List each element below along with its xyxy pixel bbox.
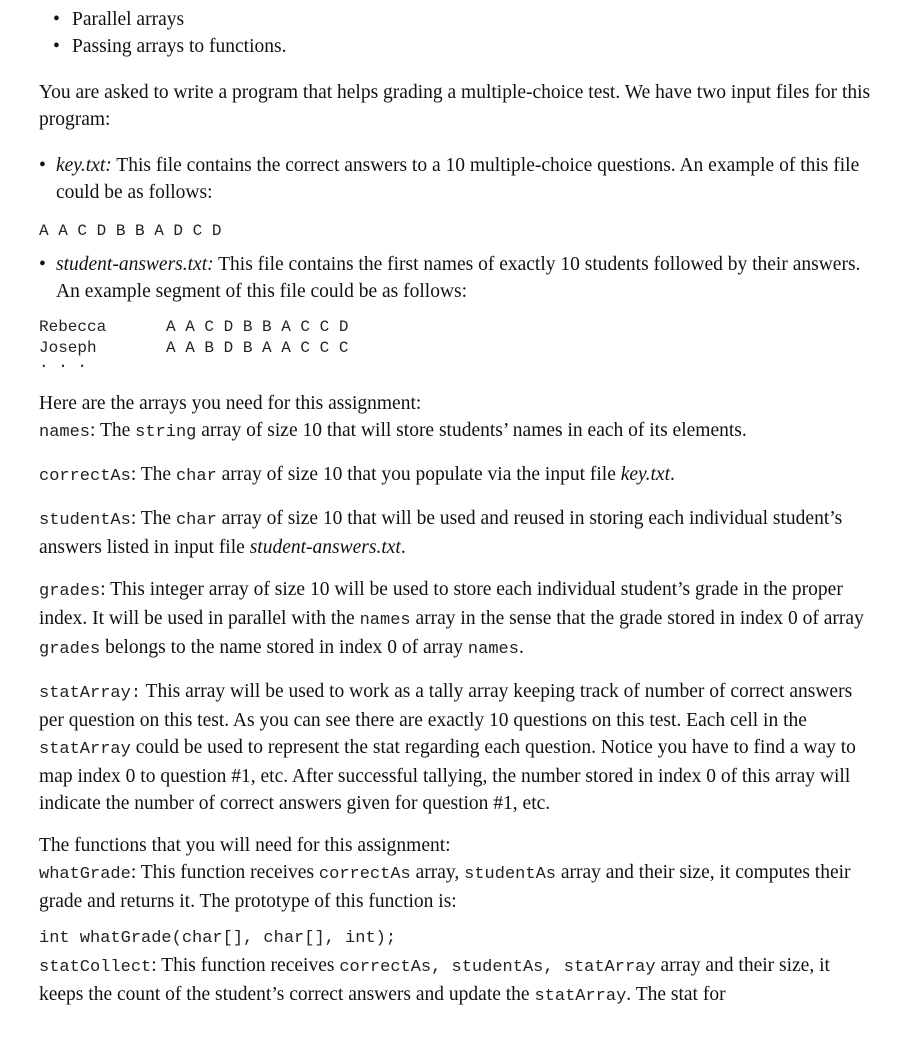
bullet-icon: •	[39, 155, 46, 176]
whatGrade-description: whatGrade: This function receives correctAs array, studentAs array and their size, it computes their grade and returns it. The prototype of this function is:	[39, 862, 851, 912]
names-array-description: names: The string array of size 10 that will store students’ names in each of its elements.	[39, 420, 747, 442]
studentAs-array-description: studentAs: The char array of size 10 that will be used and reused in storing each individual student’s answers listed in input file student-answers.txt.	[39, 508, 843, 558]
list-item	[39, 152, 879, 206]
student-answers: A A C D B B A C C D	[166, 318, 349, 336]
grades-array-description: grades: This integer array of size 10 will be used to store each individual student’s grade in the proper index. It will be used in parallel with the names array in the sense that the grade stored in index 0 of array grades belongs to the name stored in index 0 of array names.	[39, 579, 864, 659]
intro-paragraph: You are asked to write a program that helps grading a multiple-choice test. We have two input files for this program:	[39, 82, 871, 130]
key-example: A A C D B B A D C D	[39, 222, 222, 240]
list-item: • Parallel arrays	[39, 6, 879, 33]
file-description: This file contains the first names of exactly 10 students followed by their answers. An example segment of this file could be as follows:	[56, 254, 861, 302]
bullet-icon: •	[39, 254, 46, 275]
file-name: student-answers.txt:	[56, 254, 214, 275]
statCollect-description: statCollect: This function receives correctAs, studentAs, statArray array and their size, it keeps the count of the student’s correct answers and update the statArray. The stat for	[39, 955, 830, 1006]
arrays-heading: Here are the arrays you need for this assignment:	[39, 393, 422, 414]
list-item	[39, 251, 879, 305]
statArray-description: statArray: This array will be used to work as a tally array keeping track of number of correct answers per question on this test. As you can see there are exactly 10 questions on this test. Each cell in the statArray could be used to represent the stat regarding each question. Notice you have to find a way to map index 0 to question #1, etc. After successful tallying, the number stored in index 0 of this array will indicate the number of correct answers given for question #1, etc.	[39, 681, 856, 814]
document-page	[39, 6, 879, 1010]
topics-list	[39, 6, 879, 60]
whatGrade-prototype: int whatGrade(char[], char[], int);	[39, 929, 397, 948]
student-answers: A A B D B A A C C C	[166, 339, 349, 357]
file-description: This file contains the correct answers to a 10 multiple-choice questions. An example of this file could be as follows:	[56, 155, 860, 203]
functions-heading: The functions that you will need for this assignment:	[39, 835, 451, 856]
file-name: key.txt:	[56, 155, 112, 176]
key-file-item	[39, 152, 879, 206]
bullet-icon: •	[53, 36, 60, 57]
students-file-item	[39, 251, 879, 305]
ellipsis: . . .	[39, 359, 88, 369]
student-name: Joseph	[39, 339, 97, 357]
table-row	[39, 338, 348, 359]
bullet-icon: •	[53, 9, 60, 30]
table-row	[39, 317, 348, 338]
students-example	[39, 317, 348, 359]
correctAs-array-description: correctAs: The char array of size 10 that you populate via the input file key.txt.	[39, 464, 675, 486]
student-name: Rebecca	[39, 318, 107, 336]
list-item: • Passing arrays to functions.	[39, 33, 879, 60]
